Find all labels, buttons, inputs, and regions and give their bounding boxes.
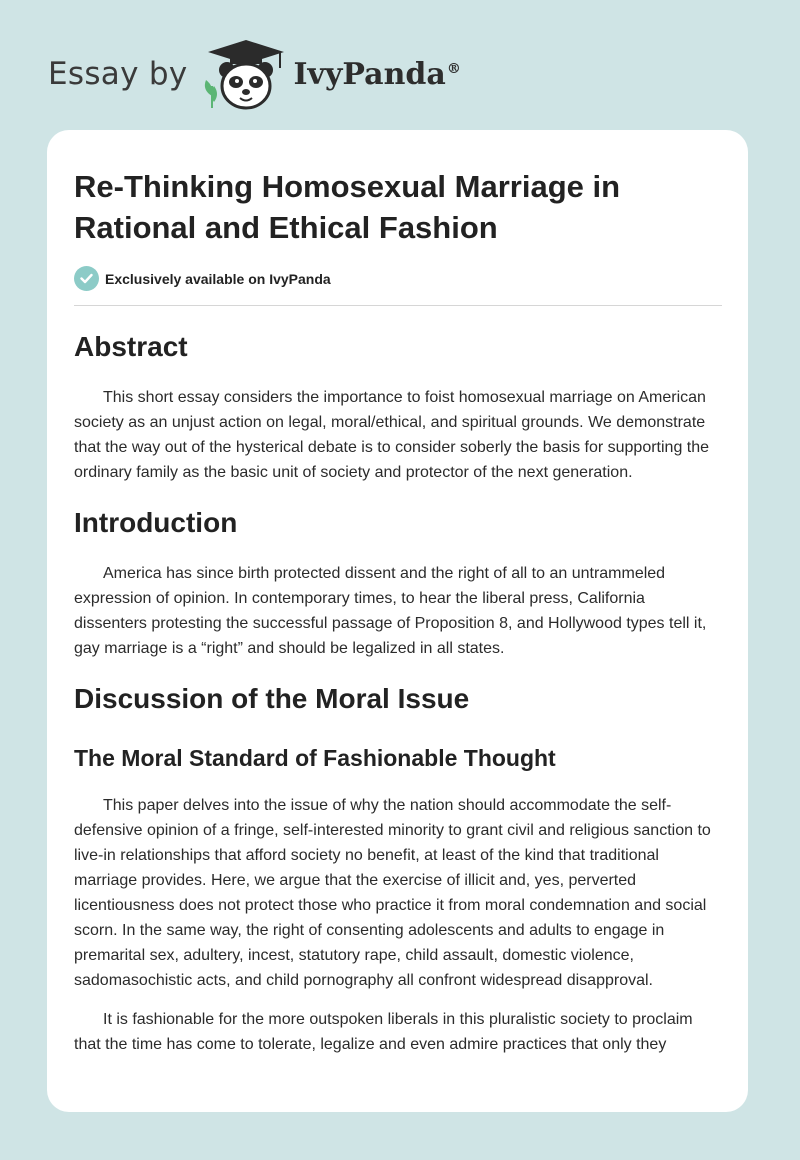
- essay-card: [47, 130, 748, 1112]
- moral-paragraph-2: It is fashionable for the more outspoken liberals in this pluralistic society to proclaim that the time has come to tolerate, legalize and even admire practices that only they: [74, 1011, 693, 1053]
- exclusive-badge: [74, 266, 722, 291]
- exclusive-badge-label: Exclusively available on IvyPanda: [105, 270, 331, 287]
- moral-paragraph-1: This paper delves into the issue of why the nation should accommodate the self-defensive opinion of a fringe, self-interested minority to grant civil and religious sanction to live-in relationships that afford society no benefit, at least of the kind that traditional marriage provides. Here, we argue that the exercise of illicit and, yes, perverted licentiousness does not protect those who practice it from moral condemnation and social scorn. In the same way, the right of consenting adolescents and adults to engage in premarital sex, adultery, incest, statutory rape, child assault, domestic violence, sadomasochistic acts, and child pornography all confront widespread disapproval.: [74, 797, 711, 989]
- moral-standard-subheading: The Moral Standard of Fashionable Thought: [74, 745, 556, 771]
- registered-mark: ®: [446, 60, 461, 77]
- essay-by-label: Essay by: [48, 56, 188, 92]
- abstract-heading: Abstract: [74, 331, 188, 362]
- introduction-heading: Introduction: [74, 507, 238, 538]
- site-header: [48, 34, 461, 114]
- introduction-paragraph: America has since birth protected dissent and the right of all to an untrammeled expression of opinion. In contemporary times, to hear the liberal press, California dissenters protesting the successful passage of Proposition 8, and Hollywood types tell it, gay marriage is a “right” and should be legalized in all states.: [74, 565, 707, 657]
- discussion-heading: Discussion of the Moral Issue: [74, 683, 470, 714]
- check-icon: [74, 266, 99, 291]
- divider: [74, 305, 722, 306]
- abstract-paragraph: This short essay considers the importance to foist homosexual marriage on American society as an unjust action on legal, moral/ethical, and spiritual grounds. We demonstrate that the way out of the hysterical debate is to consider soberly the basis for supporting the ordinary family as the basic unit of society and protector of the next generation.: [74, 389, 710, 481]
- panda-graduate-icon[interactable]: [200, 36, 292, 112]
- brand-name[interactable]: IvyPanda®: [293, 56, 461, 92]
- page-title: Re-Thinking Homosexual Marriage in Rational and Ethical Fashion: [74, 169, 621, 245]
